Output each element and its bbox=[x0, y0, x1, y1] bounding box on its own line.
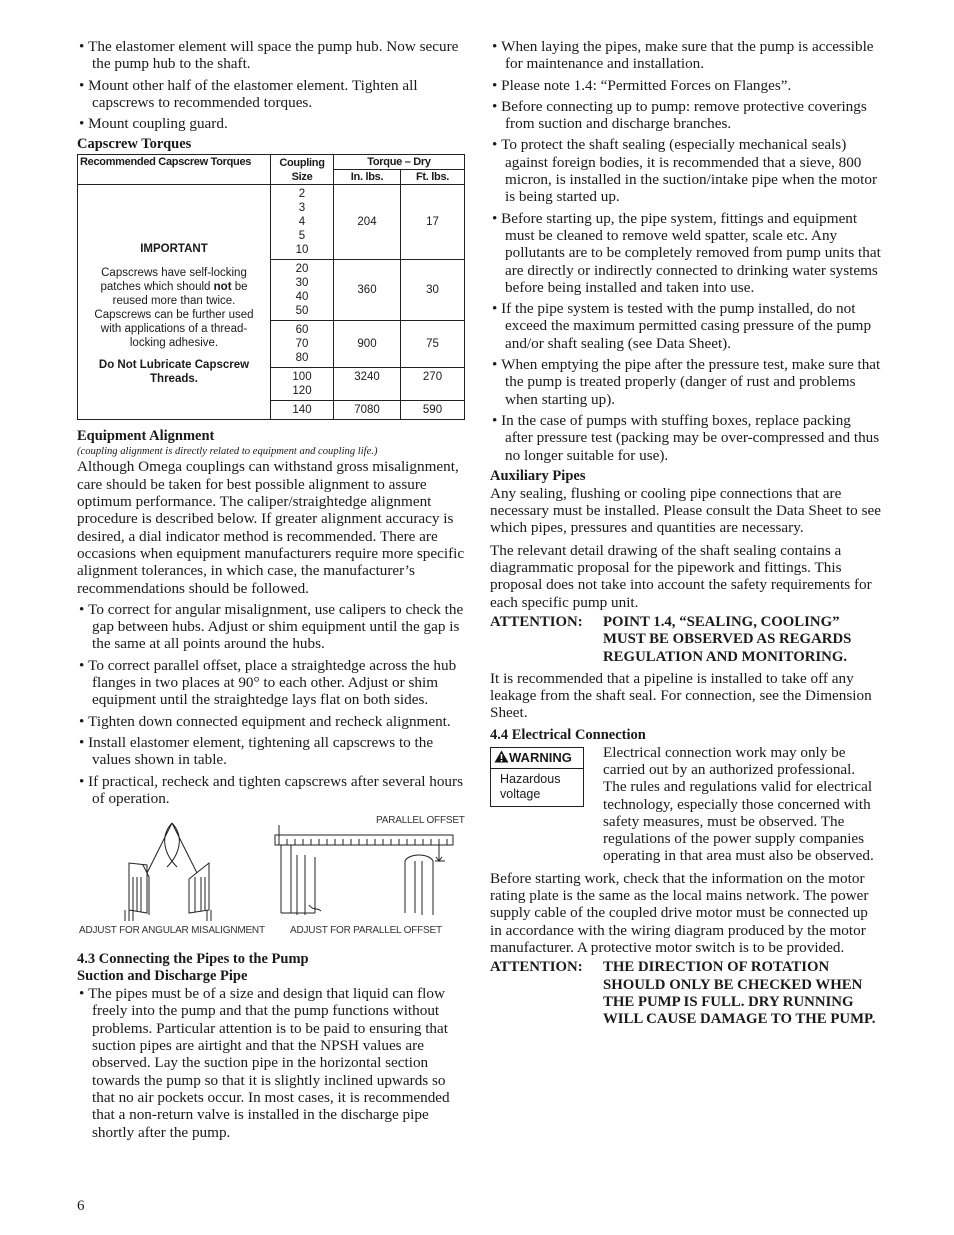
attention-note-1 bbox=[490, 614, 882, 666]
auxiliary-paragraph-2: The relevant detail drawing of the shaft sealing contains a diagrammatic proposal for the pipework and fittings. This proposal does not take into account the safety requirements for each specific pump unit. bbox=[490, 541, 872, 611]
list-item: • Mount other half of the elastomer element. Tighten all capscrews to recommended torques. bbox=[77, 77, 465, 112]
important-text: Capscrews have self-locking patches which should not be reused more than twice. Capscrews can be further used with applications of a thread-locking adhesive. bbox=[94, 267, 254, 350]
caption-angular: ADJUST FOR ANGULAR MISALIGNMENT bbox=[79, 925, 265, 937]
list-item: • To protect the shaft sealing (especially mechanical seals) against foreign bodies, it is recommended that a sieve, 800 micron, is installed in the suction/intake pipe when the motor is being started up. bbox=[490, 136, 882, 205]
table-header-size: Size bbox=[271, 170, 334, 185]
auxiliary-paragraph-1: Any sealing, flushing or cooling pipe connections that are necessary must be installed. Please consult the Data Sheet to see which pipes, pressures and quantities are necessary. bbox=[490, 484, 881, 537]
in-lbs-cell: 900 bbox=[334, 321, 401, 368]
list-item: • When emptying the pipe after the pressure test, make sure that the pump is treated properly (danger of rust and problems when starting up). bbox=[490, 356, 882, 408]
list-item: • In the case of pumps with stuffing boxes, replace packing after pressure test (packing may be over-compressed and thus no longer suitable for use). bbox=[490, 412, 882, 464]
list-item: • Before starting up, the pipe system, fittings and equipment must be cleaned to remove weld spatter, scale etc. Any pollutants are to be completely removed from pump units that are directly or indirectly connected to drinking water systems before being installed and taken into use. bbox=[490, 210, 882, 296]
ft-lbs-cell: 590 bbox=[401, 401, 465, 420]
list-item: • If the pipe system is tested with the pump installed, do not exceed the maximum permitted casing pressure of the pump and/or shaft sealing (see Data Sheet). bbox=[490, 300, 882, 352]
size-cell: 140 bbox=[271, 401, 334, 420]
size-cell: 20 30 40 50 bbox=[271, 260, 334, 321]
warning-block bbox=[490, 744, 882, 865]
table-header-torque: Torque – Dry bbox=[334, 155, 465, 170]
ft-lbs-cell: 75 bbox=[401, 321, 465, 368]
section-4-3-title: 4.3 Connecting the Pipes to the Pump bbox=[77, 951, 309, 968]
list-item: • Tighten down connected equipment and recheck alignment. bbox=[77, 713, 465, 730]
capscrew-torque-table bbox=[77, 154, 465, 420]
alignment-bullets bbox=[77, 601, 465, 807]
size-cell: 60 70 80 bbox=[271, 321, 334, 368]
important-title: IMPORTANT bbox=[140, 243, 208, 256]
important-note bbox=[78, 185, 271, 420]
list-item: • Install elastomer element, tightening all capscrews to the values shown in table. bbox=[77, 734, 465, 769]
table-header-in-lbs: In. lbs. bbox=[334, 170, 401, 185]
caliper-icon bbox=[147, 823, 197, 873]
attention-text: THE DIRECTION OF ROTATION SHOULD ONLY BE CHECKED WHEN THE PUMP IS FULL. DRY RUNNING WILL CAUSE DAMAGE TO THE PUMP. bbox=[603, 959, 876, 1028]
caption-parallel: ADJUST FOR PARALLEL OFFSET bbox=[290, 925, 442, 937]
in-lbs-cell: 3240 bbox=[334, 368, 401, 401]
list-item: • If practical, recheck and tighten capscrews after several hours of operation. bbox=[77, 773, 465, 808]
intro-bullets bbox=[77, 38, 465, 132]
warning-text: Hazardous voltage bbox=[500, 771, 561, 801]
attention-note-2 bbox=[490, 959, 882, 1028]
ft-lbs-cell: 30 bbox=[401, 260, 465, 321]
equipment-alignment-heading: Equipment Alignment bbox=[77, 428, 215, 445]
list-item: • The pipes must be of a size and design that liquid can flow freely into the pump and that the pump functions without problems. Particular attention is to be paid to ensuring that suction pipes are airtight and that the NPSH values are observed. Lay the suction pipe in the horizontal section towards the pump so that it is slightly inclined upwards so that no air pockets occur. In most cases, it is recommended that a non-return valve is installed in the discharge pipe shortly after the pump. bbox=[77, 985, 465, 1141]
electrical-paragraph: Electrical connection work may only be carried out by an authorized professional. The rules and regulations valid for electrical technology, especially those concerned with safety measures, must be observed. The regulations of the power supply companies operating in that area must also be observed. bbox=[603, 743, 874, 865]
attention-text: POINT 1.4, “SEALING, COOLING” MUST BE OBSERVED AS REGARDS REGULATION AND MONITORING. bbox=[603, 613, 852, 665]
offset-arrow-icon bbox=[435, 845, 445, 861]
in-lbs-cell: 204 bbox=[334, 185, 401, 260]
right-column bbox=[490, 38, 882, 1032]
table-header-ft-lbs: Ft. lbs. bbox=[401, 170, 465, 185]
pipe-bullets bbox=[490, 38, 882, 464]
important-bold: not bbox=[213, 281, 232, 294]
list-item: • Please note 1.4: “Permitted Forces on Flanges”. bbox=[490, 77, 882, 94]
page-number: 6 bbox=[77, 1198, 85, 1214]
warning-triangle-icon bbox=[494, 750, 509, 763]
list-item: • Mount coupling guard. bbox=[77, 115, 465, 132]
ft-lbs-cell: 17 bbox=[401, 185, 465, 260]
pipeline-paragraph: It is recommended that a pipeline is installed to take off any leakage from the shaft seal. For connection, see the Dimension Sheet. bbox=[490, 669, 872, 722]
hub-parallel-left-icon bbox=[281, 845, 315, 915]
auxiliary-pipes-heading: Auxiliary Pipes bbox=[490, 467, 586, 484]
list-item: • To correct parallel offset, place a straightedge across the hub flanges in two places at 90° to each other. Adjust or shim equipment until the straightedge lays flat on both sides. bbox=[77, 657, 465, 709]
ft-lbs-cell: 270 bbox=[401, 368, 465, 401]
table-row bbox=[78, 185, 465, 260]
list-item: • When laying the pipes, make sure that the pump is accessible for maintenance and installation. bbox=[490, 38, 882, 73]
list-item: • The elastomer element will space the pump hub. Now secure the pump hub to the shaft. bbox=[77, 38, 465, 73]
hub-parallel-right-icon bbox=[405, 861, 433, 915]
size-cell: 2 3 4 5 10 bbox=[271, 185, 334, 260]
warning-box bbox=[490, 747, 584, 807]
alignment-diagram bbox=[77, 815, 467, 945]
section-4-3-subtitle: Suction and Discharge Pipe bbox=[77, 968, 248, 985]
section-4-4-title: 4.4 Electrical Connection bbox=[490, 726, 646, 743]
before-starting-paragraph: Before starting work, check that the information on the motor rating plate is the same as the local mains network. The power supply cable of the coupled drive motor must be connected up in accordance with the wiring diagram produced by the motor manufacturer. A protective motor switch is to be provided. bbox=[490, 869, 869, 956]
left-column bbox=[77, 38, 465, 1145]
do-not-lubricate-note: Do Not Lubricate Capscrew Threads. bbox=[98, 359, 250, 386]
warning-label: WARNING bbox=[509, 749, 572, 765]
straightedge-icon bbox=[275, 835, 453, 845]
hub-left-icon bbox=[129, 863, 147, 913]
attention-label: ATTENTION: bbox=[490, 613, 583, 630]
equipment-alignment-subtitle: (coupling alignment is directly related to equipment and coupling life.) bbox=[77, 446, 378, 458]
list-item: • To correct for angular misalignment, use calipers to check the gap between hubs. Adjust or shim equipment until the gap is the same at all points around the hubs. bbox=[77, 601, 465, 653]
in-lbs-cell: 7080 bbox=[334, 401, 401, 420]
alignment-paragraph: Although Omega couplings can withstand gross misalignment, care should be taken for best possible alignment to assure optimum performance. The caliper/straightedge alignment procedure is described below. If greater alignment accuracy is desired, a dial indicator method is recommended. There are occasions when equipment manufacturers require more specific alignment tolerances, in which case, the manufacturer’s recommendations should be followed. bbox=[77, 458, 465, 597]
capscrew-torques-heading: Capscrew Torques bbox=[77, 136, 192, 153]
list-item: • Before connecting up to pump: remove protective coverings from suction and discharge branches. bbox=[490, 98, 882, 133]
hub-right-icon bbox=[189, 863, 209, 913]
table-header-title: Recommended Capscrew Torques bbox=[78, 155, 271, 185]
table-header-coupling: Coupling bbox=[271, 155, 334, 170]
size-cell: 100 120 bbox=[271, 368, 334, 401]
parallel-offset-label: PARALLEL OFFSET bbox=[376, 815, 465, 827]
attention-label: ATTENTION: bbox=[490, 959, 583, 976]
in-lbs-cell: 360 bbox=[334, 260, 401, 321]
warning-header bbox=[491, 748, 583, 769]
